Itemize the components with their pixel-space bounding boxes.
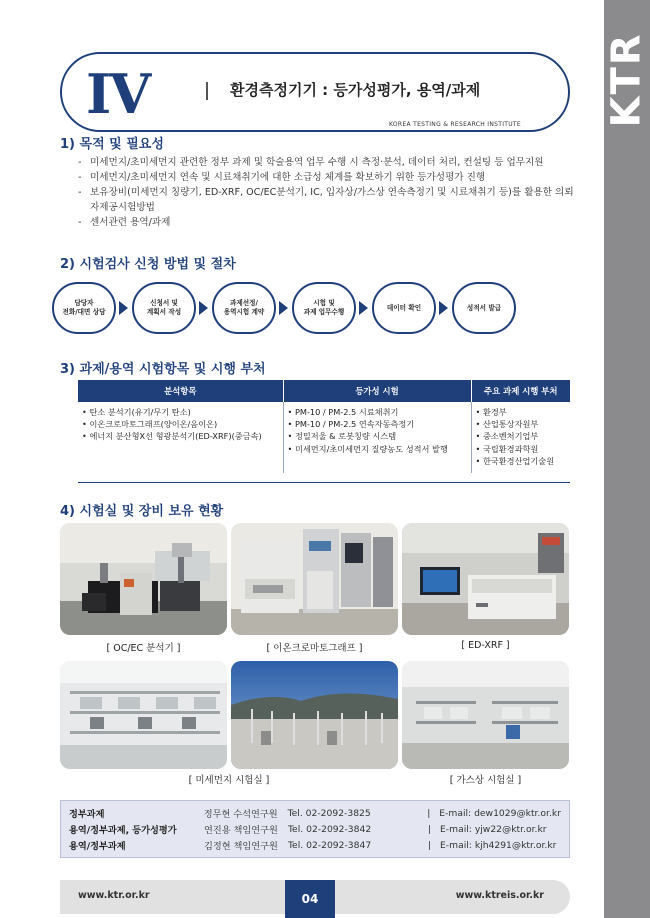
ocec-analyzer-photo [60, 523, 227, 635]
table-header: 분석항목 [78, 380, 283, 402]
page-number: 04 [285, 880, 335, 918]
contact-separator: | [428, 823, 432, 835]
list-item: • 탄소 분석기(유기/무기 탄소) [82, 406, 279, 418]
section-3-title: 3) 과제/용역 시험항목 및 시행 부처 [60, 362, 266, 377]
list-item: • 에너지 분산형X선 형광분석기(ED-XRF)(중금속) [82, 430, 279, 442]
arrow-right-icon [119, 301, 128, 315]
ocec-caption: [ OC/EC 분석기 ] [106, 643, 181, 654]
contact-dept: 정부과제 [69, 809, 105, 820]
header-subtitle: KOREA TESTING & RESEARCH INSTITUTE [385, 121, 525, 128]
list-item: • 이온크로마토그래프(양이온/음이온) [82, 418, 279, 430]
table-bottom-rule [78, 380, 570, 483]
gas-lab-caption: [ 가스상 시험실 ] [449, 775, 522, 786]
side-band-logo [604, 20, 650, 140]
contact-tel: Tel. 02-2092-3842 [288, 823, 372, 835]
arrow-right-icon [199, 301, 208, 315]
contact-dept: 용역/정부과제, 등가성평가 [69, 825, 177, 836]
process-flow [52, 282, 522, 334]
list-item: • 산업통상자원부 [476, 418, 567, 430]
contact-row [69, 837, 561, 853]
contact-tel: Tel. 02-2092-3825 [287, 807, 371, 819]
flow-step-consult: 담당자 전화/대면 상담 [52, 282, 116, 334]
list-item: • PM-10 / PM-2.5 시료채취기 [288, 406, 467, 418]
list-item: - 보유장비(미세먼지 칭량기, ED-XRF, OC/EC분석기, IC, 입자상/가스상 연속측정기 및 시료채취기 등)를 활용한 의뢰자제공시험방법 [78, 185, 578, 215]
gas-lab-photo [402, 661, 569, 769]
dust-lab-caption: [ 미세먼지 시험실 ] [188, 775, 270, 786]
list-item: • 환경부 [476, 406, 567, 418]
arrow-right-icon [439, 301, 448, 315]
ic-caption: [ 이온크로마토그래프 ] [266, 643, 363, 654]
list-item: • 국립환경과학원 [476, 443, 567, 455]
section-2-title: 2) 시험검사 신청 방법 및 절차 [60, 257, 236, 272]
contact-name: 연진용 책임연구원 [204, 825, 278, 836]
table-header: 등가성 시험 [283, 380, 471, 402]
xrf-caption: [ ED-XRF ] [461, 640, 510, 651]
page-title: 환경측정기기 : 등가성평가, 용역/과제 [230, 81, 481, 99]
flow-step-application: 신청서 및 계획서 작성 [132, 282, 196, 334]
arrow-right-icon [279, 301, 288, 315]
contact-separator: | [428, 839, 432, 851]
list-item: • 정밀저울 & 로봇칭량 시스템 [288, 430, 467, 442]
contact-row [69, 821, 561, 837]
footer-link-ktr[interactable]: www.ktr.or.kr [78, 890, 150, 901]
contact-dept: 용역/정부과제 [69, 841, 126, 852]
list-item: - 미세먼지/초미세먼지 연속 및 시료채취기에 대한 소급성 체계를 확보하기 위한 등가성평가 진행 [78, 170, 578, 185]
side-band-text: KTR [604, 32, 650, 128]
purpose-list [78, 155, 578, 230]
footer-link-ktreis[interactable]: www.ktreis.or.kr [455, 890, 544, 901]
contact-name: 정무현 수석연구원 [203, 809, 278, 820]
list-item: • PM-10 / PM-2.5 연속자동측정기 [288, 418, 467, 430]
contact-email[interactable]: E-mail: dew1029@ktr.or.kr [439, 807, 561, 819]
list-item: - 미세먼지/초미세먼지 관련한 정부 과제 및 학술용역 업무 수행 시 측정·분석, 데이터 처리, 컨설팅 등 업무지원 [78, 155, 578, 170]
list-item: - 센서관련 용역/과제 [78, 215, 578, 230]
ion-chromatograph-photo [231, 523, 398, 635]
table-header: 주요 과제 시행 부처 [471, 380, 570, 402]
section-4-title: 4) 시험실 및 장비 보유 현황 [60, 504, 224, 519]
contact-email[interactable]: E-mail: yjw22@ktr.or.kr [440, 823, 547, 835]
rooftop-samplers-photo [231, 661, 398, 769]
contact-separator: | [427, 807, 431, 819]
flow-step-data-check: 데이터 확인 [372, 282, 436, 334]
contact-box [60, 800, 570, 858]
contact-row [69, 805, 561, 821]
list-item: • 중소벤처기업부 [476, 430, 567, 442]
flow-step-testing: 시험 및 과제 업무수행 [292, 282, 356, 334]
arrow-right-icon [359, 301, 368, 315]
section-1-title: 1) 목적 및 필요성 [60, 137, 164, 152]
list-item: • 한국환경산업기술원 [476, 455, 567, 467]
chapter-number: IV [86, 62, 150, 126]
flow-step-report: 성적서 발급 [452, 282, 516, 334]
list-item: • 미세먼지/초미세먼지 질량농도 성적서 발행 [288, 443, 467, 455]
flow-step-contract: 과제선정/ 용역시험 계약 [212, 282, 276, 334]
contact-tel: Tel. 02-2092-3847 [288, 839, 372, 851]
header-pill [60, 52, 570, 132]
dust-lab-interior-photo [60, 661, 227, 769]
header-divider [206, 82, 208, 100]
ed-xrf-photo [402, 523, 569, 635]
contact-name: 김정현 책임연구원 [204, 841, 278, 852]
contact-email[interactable]: E-mail: kjh4291@ktr.or.kr [440, 839, 557, 851]
